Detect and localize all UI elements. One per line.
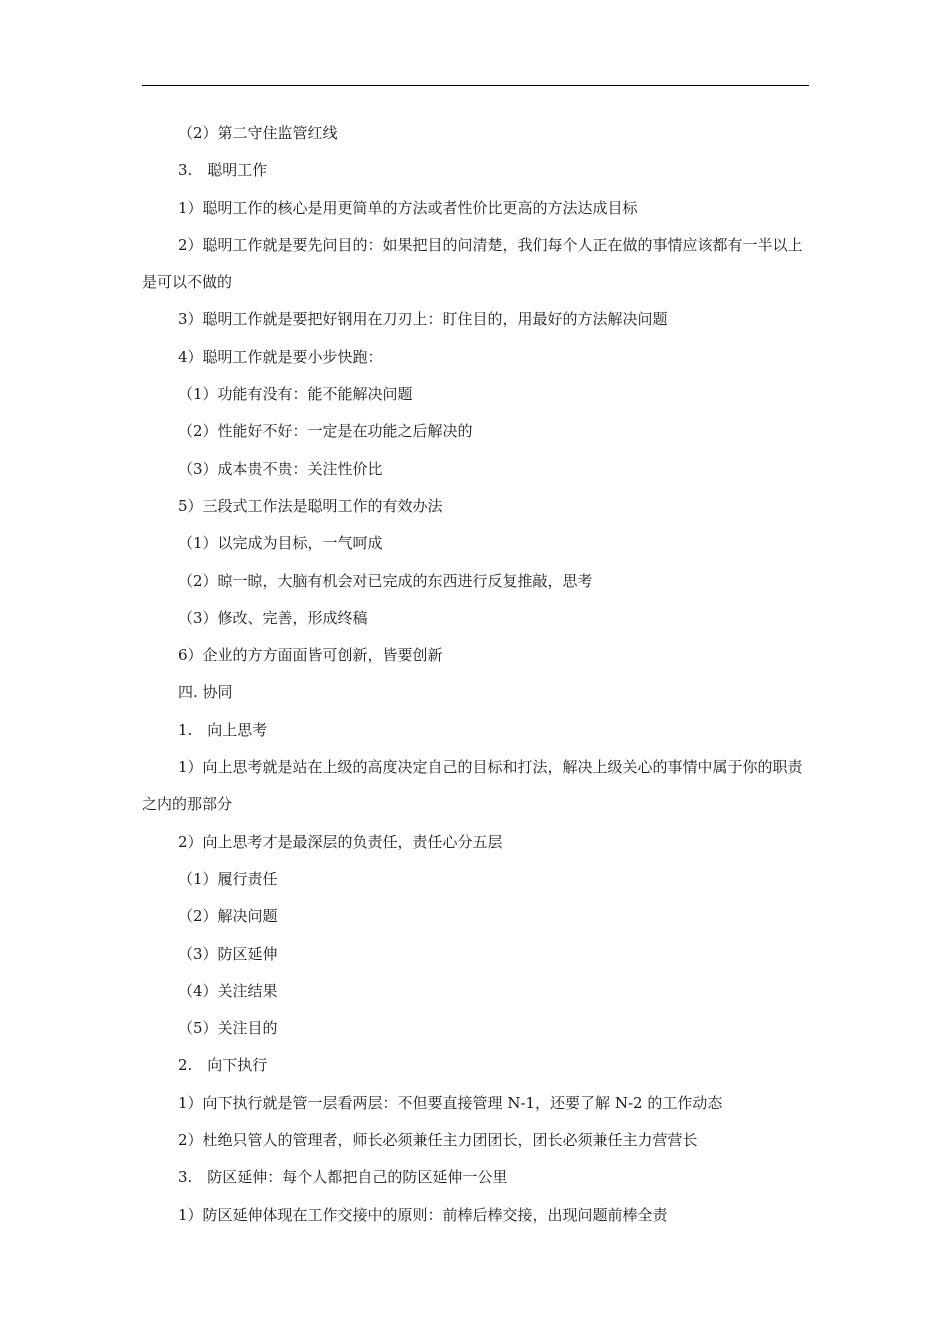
text-line: 2）向上思考才是最深层的负责任，责任心分五层 xyxy=(178,832,503,851)
list-item: （4）关注结果 xyxy=(178,981,278,1000)
text-line: 2）杜绝只管人的管理者，师长必须兼任主力团团长，团长必须兼任主力营营长 xyxy=(178,1131,698,1150)
text-line: 5）三段式工作法是聪明工作的有效办法 xyxy=(178,496,443,515)
list-item: （3）防区延伸 xyxy=(178,944,278,963)
section-heading: 2. 向下执行 xyxy=(178,1056,268,1075)
text-line: 3）聪明工作就是要把好钢用在刀刃上：盯住目的，用最好的方法解决问题 xyxy=(178,310,668,329)
list-item: （1）履行责任 xyxy=(178,869,278,888)
list-item: （2）解决问题 xyxy=(178,907,278,926)
list-item: （1）以完成为目标，一气呵成 xyxy=(178,534,383,553)
list-item: （3）成本贵不贵：关注性价比 xyxy=(178,459,383,478)
text-line: （2）第二守住监管红线 xyxy=(178,124,338,142)
header-rule xyxy=(142,85,809,86)
list-item: （2）晾一晾，大脑有机会对已完成的东西进行反复推敲，思考 xyxy=(178,571,593,590)
document-body xyxy=(142,115,812,1234)
text-line: 2）聪明工作就是要先问目的：如果把目的问清楚，我们每个人正在做的事情应该都有一半以上是可以不做的 xyxy=(142,235,803,292)
section-heading: 3. 聪明工作 xyxy=(178,161,268,180)
section-heading: 1. 向上思考 xyxy=(178,720,268,739)
text-line: 6）企业的方方面面皆可创新，皆要创新 xyxy=(178,646,443,665)
text-line: 1）聪明工作的核心是用更简单的方法或者性价比更高的方法达成目标 xyxy=(178,198,638,217)
text-line: 4）聪明工作就是要小步快跑： xyxy=(178,347,383,366)
section-heading: 3. 防区延伸：每个人都把自己的防区延伸一公里 xyxy=(178,1168,508,1187)
list-item: （2）性能好不好：一定是在功能之后解决的 xyxy=(178,422,473,441)
list-item: （1）功能有没有：能不能解决问题 xyxy=(178,385,413,404)
chapter-heading: 四. 协同 xyxy=(178,683,233,702)
text-line: 1）向下执行就是管一层看两层：不但要直接管理 N-1，还要了解 N-2 的工作动态 xyxy=(178,1093,723,1112)
text-line: 1）向上思考就是站在上级的高度决定自己的目标和打法，解决上级关心的事情中属于你的职责之内的那部分 xyxy=(142,758,803,814)
list-item: （3）修改、完善，形成终稿 xyxy=(178,608,368,627)
text-line: 1）防区延伸体现在工作交接中的原则：前棒后棒交接，出现问题前棒全责 xyxy=(178,1205,668,1224)
list-item: （5）关注目的 xyxy=(178,1019,278,1038)
